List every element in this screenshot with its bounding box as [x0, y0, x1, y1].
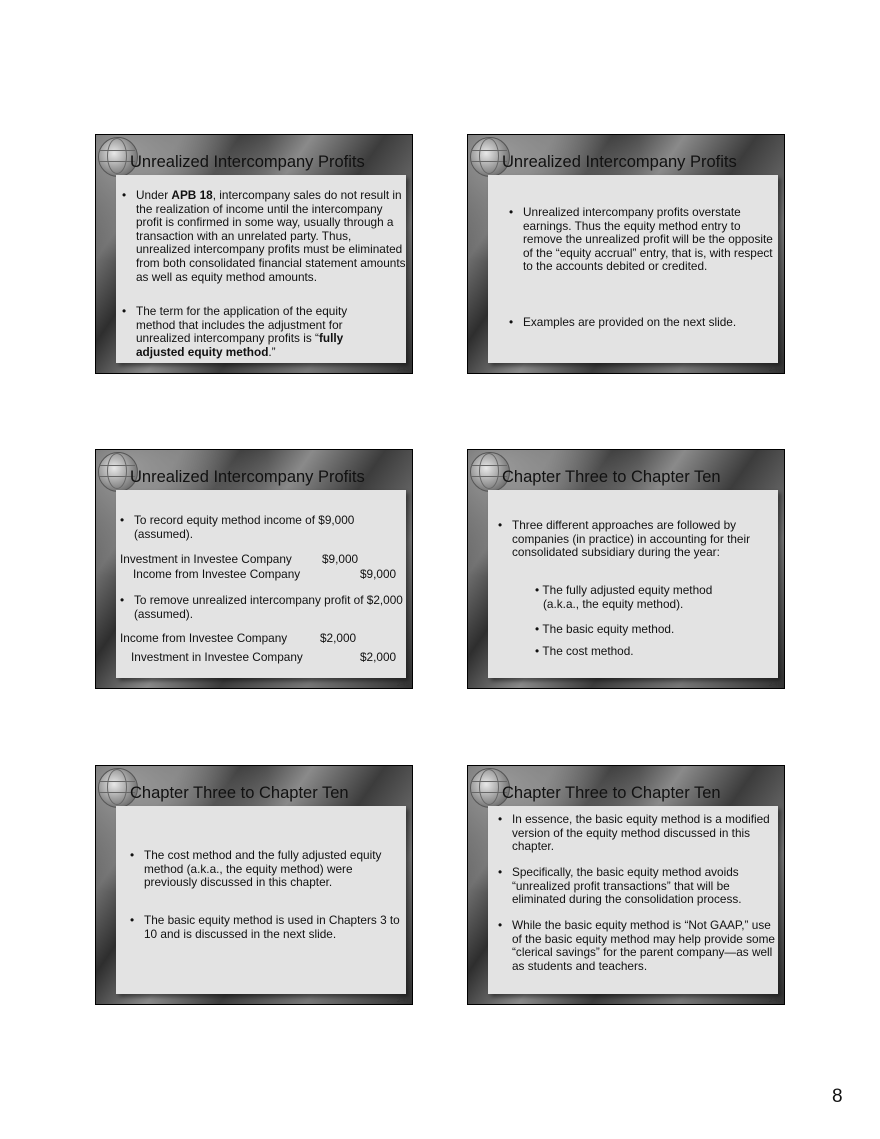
sub-bullet: • The cost method.: [535, 644, 634, 658]
bullet-icon: •: [498, 812, 503, 826]
slide-bullet: • Under APB 18, intercompany sales do not result in the realization of income until the intercompany profit is confirmed in some way, usually through a transaction with an unrelated party. Thus, unrealized intercompany profits must be eliminated from both consolidated financial statement amounts as well as equity method amounts.: [122, 188, 406, 284]
slide-bullet: • Examples are provided on the next slide.: [509, 315, 737, 329]
slide-bullet: • Three different approaches are followed by companies (in practice) in accounting for their consolidated subsidiary during the year:: [498, 518, 751, 560]
sub-bullet: • The basic equity method.: [535, 622, 675, 636]
journal-credit-account: Income from Investee Company: [133, 567, 301, 581]
slide-number: 2-45: [396, 682, 409, 688]
slide-2-46: [467, 449, 785, 689]
bullet-icon: •: [509, 315, 514, 329]
slide-panel: [116, 806, 406, 994]
slide-number: 2-47: [396, 998, 409, 1004]
bullet-icon: •: [535, 622, 543, 636]
slide-bullet: • The cost method and the fully adjusted equity method (a.k.a., the equity method) were previously discussed in this chapter.: [130, 848, 382, 890]
slide-bullet: • Specifically, the basic equity method avoids “unrealized profit transactions” that will be eliminated during the consolidation process.: [498, 865, 742, 907]
bullet-icon: •: [498, 918, 503, 932]
slide-number: 2-44: [768, 367, 781, 373]
slide-2-44: [467, 134, 785, 374]
bullet-icon: •: [535, 583, 543, 597]
bullet-icon: •: [535, 644, 543, 658]
bullet-icon: •: [120, 513, 125, 527]
slide-number: 2-48: [768, 998, 781, 1004]
slide-title: Chapter Three to Chapter Ten: [502, 784, 721, 802]
journal-credit-amount: $9,000: [360, 567, 397, 581]
slide-bullet: • Unrealized intercompany profits overstate earnings. Thus the equity method entry to remove the unrealized profit will be the opposite of the “equity accrual” entry, that is, with respect to the accounts debited or credited.: [509, 205, 773, 274]
journal-debit-account: Investment in Investee Company: [120, 552, 292, 566]
journal-debit-account: Income from Investee Company: [120, 631, 288, 645]
sub-bullet: • The fully adjusted equity method (a.k.a., the equity method).: [535, 583, 713, 611]
journal-credit-account: Investment in Investee Company: [131, 650, 303, 664]
slide-bullet: • The basic equity method is used in Chapters 3 to 10 and is discussed in the next slide.: [130, 913, 400, 941]
bullet-icon: •: [130, 913, 135, 927]
bullet-icon: •: [122, 304, 127, 318]
slide-2-45: [95, 449, 413, 689]
slide-2-48: [467, 765, 785, 1005]
slide-2-47: [95, 765, 413, 1005]
slide-title: Unrealized Intercompany Profits: [130, 468, 365, 486]
bullet-icon: •: [122, 188, 127, 202]
bullet-icon: •: [509, 205, 514, 219]
journal-debit-amount: $9,000: [322, 552, 359, 566]
bullet-icon: •: [498, 518, 503, 532]
slide-bullet: • The term for the application of the equity method that includes the adjustment for unrealized intercompany profits is “fully adjusted equity method.”: [122, 304, 348, 359]
slide-bullet: • In essence, the basic equity method is a modified version of the equity method discussed in this chapter.: [498, 812, 770, 854]
journal-credit-amount: $2,000: [360, 650, 397, 664]
slide-bullet: • While the basic equity method is “Not GAAP,” use of the basic equity method may help provide some “clerical savings” for the parent company—as well as students and teachers.: [498, 918, 775, 973]
bullet-icon: •: [120, 593, 125, 607]
slide-title: Chapter Three to Chapter Ten: [502, 468, 721, 486]
slide-number: 2-43: [396, 367, 409, 373]
journal-debit-amount: $2,000: [320, 631, 357, 645]
page-number: 8: [832, 1086, 843, 1107]
slide-bullet: • To remove unrealized intercompany profit of $2,000 (assumed).: [120, 593, 403, 621]
slide-title: Unrealized Intercompany Profits: [502, 153, 737, 171]
slide-number: 2-46: [768, 682, 781, 688]
slide-bullet: • To record equity method income of $9,000 (assumed).: [120, 513, 355, 541]
slide-2-43: [95, 134, 413, 374]
bullet-icon: •: [130, 848, 135, 862]
bullet-icon: •: [498, 865, 503, 879]
slide-title: Unrealized Intercompany Profits: [130, 153, 365, 171]
slide-title: Chapter Three to Chapter Ten: [130, 784, 349, 802]
